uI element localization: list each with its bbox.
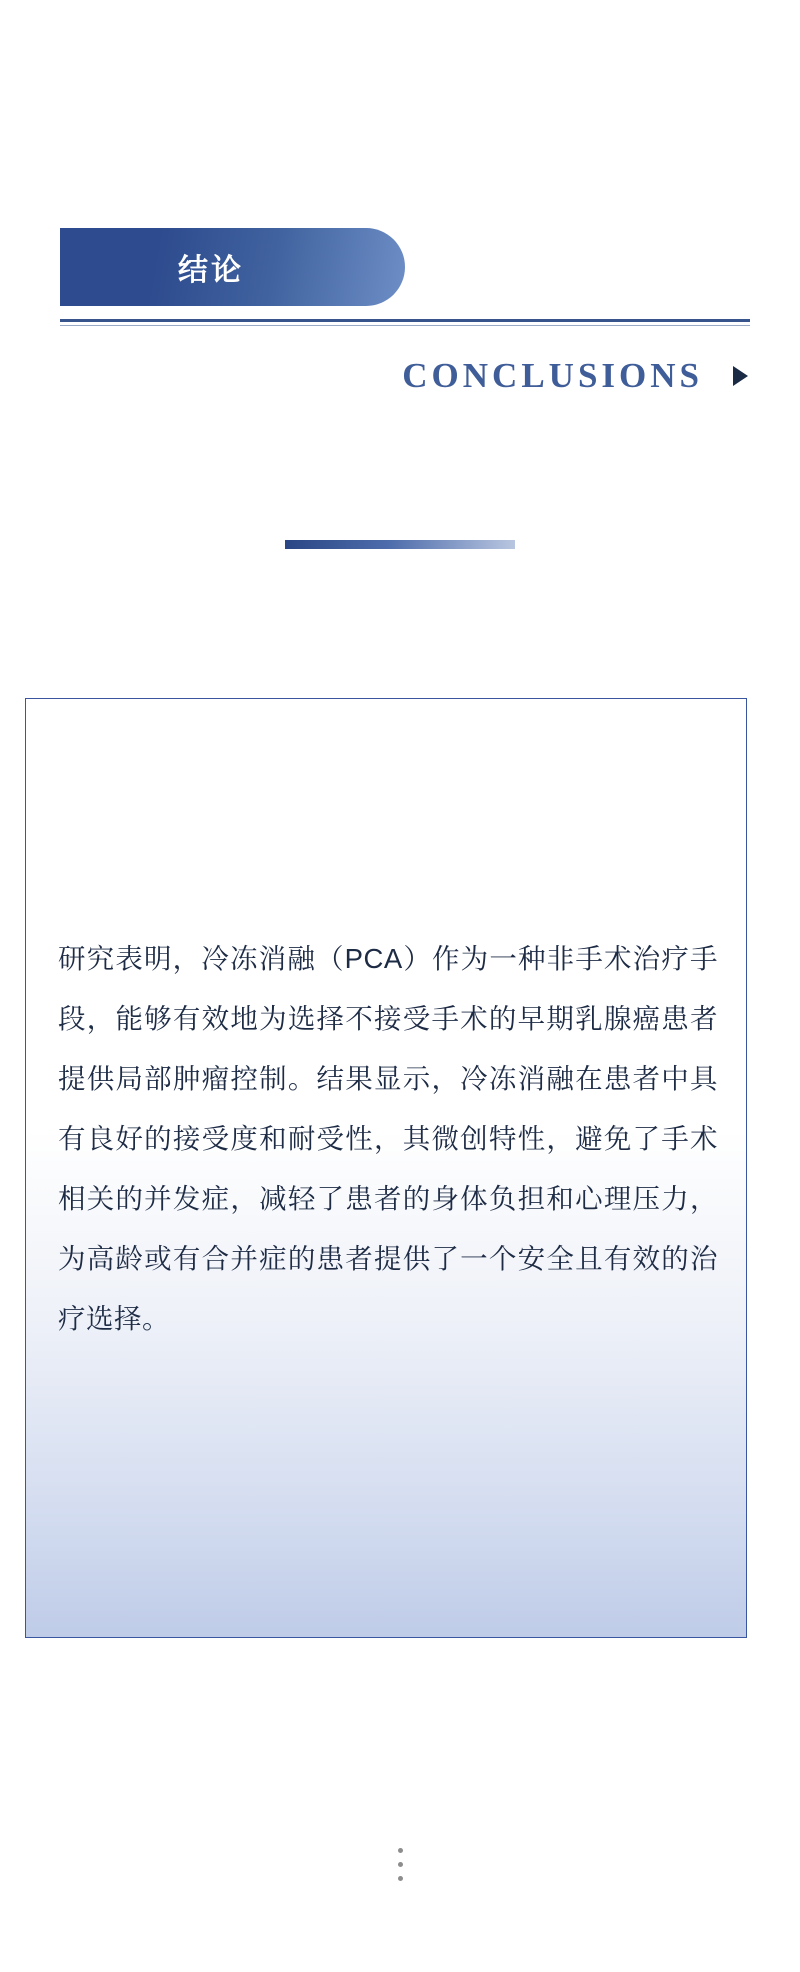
- header: [60, 228, 750, 396]
- section-tab: [60, 228, 405, 306]
- subtitle-row: [60, 356, 750, 396]
- accent-bar: [285, 540, 515, 549]
- section-tab-label: 结论: [178, 254, 244, 287]
- dot-1: [398, 1848, 403, 1853]
- triangle-right-icon: [733, 366, 748, 386]
- divider-thick: [60, 319, 750, 322]
- section-subtitle-en: CONCLUSIONS: [402, 356, 703, 395]
- vertical-ellipsis-icon: [0, 1848, 800, 1881]
- divider-thin: [60, 325, 750, 326]
- content-card: [25, 698, 747, 1638]
- conclusion-paragraph: 研究表明，冷冻消融（PCA）作为一种非手术治疗手段，能够有效地为选择不接受手术的早期乳腺癌患者提供局部肿瘤控制。结果显示，冷冻消融在患者中具有良好的接受度和耐受性，其微创特性，避免了手术相关的并发症，减轻了患者的身体负担和心理压力，为高龄或有合并症的患者提供了一个安全且有效的治疗选择。: [58, 943, 718, 1334]
- dot-2: [398, 1862, 403, 1867]
- dot-3: [398, 1876, 403, 1881]
